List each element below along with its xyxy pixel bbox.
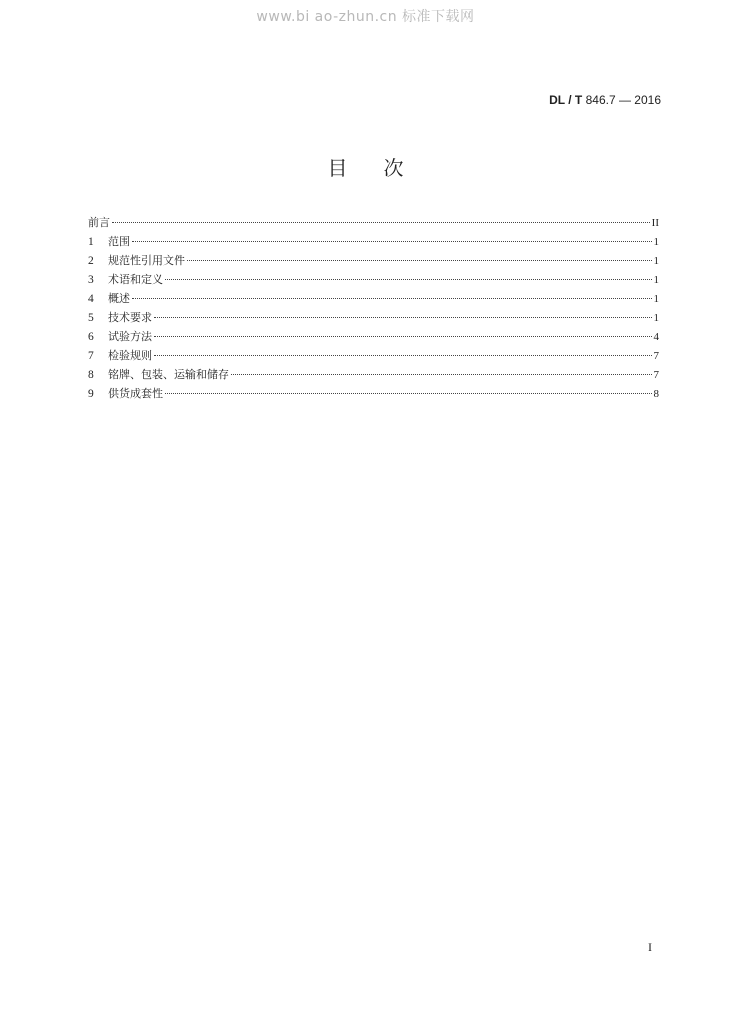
toc-entry-label: 术语和定义 [108,273,163,286]
toc-entry-page: 7 [653,350,659,362]
toc-title: 目次 [327,156,440,180]
toc-entry-scope[interactable] [88,232,659,251]
toc-entry-page: 1 [653,255,659,267]
toc-entry-overview[interactable] [88,289,659,308]
toc-entry-nameplate-packaging[interactable] [88,365,659,384]
toc-entry-normative-references[interactable] [88,251,659,270]
toc-entry-number: 2 [88,255,94,267]
toc-entry-label: 范围 [108,235,130,248]
toc-leader-dots [165,393,652,394]
toc-entry-page: II [651,217,659,229]
toc-entry-page: 1 [653,312,659,324]
toc-entry-number: 1 [88,236,94,248]
toc-entry-supply-completeness[interactable] [88,384,659,403]
document-code-prefix: DL / T [549,93,583,107]
toc-entry-number: 6 [88,331,94,343]
toc-entry-terms-definitions[interactable] [88,270,659,289]
toc-entry-page: 8 [653,388,659,400]
toc-entry-number: 8 [88,369,94,381]
toc-entry-label: 前言 [88,216,110,229]
toc-entry-inspection-rules[interactable] [88,346,659,365]
toc-leader-dots [132,298,652,299]
table-of-contents [88,213,659,403]
toc-entry-label: 概述 [108,292,130,305]
toc-entry-label: 规范性引用文件 [108,254,185,267]
toc-leader-dots [154,336,652,337]
toc-entry-page: 1 [653,293,659,305]
toc-entry-number: 3 [88,274,94,286]
toc-entry-page: 1 [653,274,659,286]
toc-entry-page: 1 [653,236,659,248]
document-code-number: 846.7 — 2016 [582,93,661,107]
toc-entry-number: 7 [88,350,94,362]
toc-leader-dots [187,260,652,261]
toc-entry-label: 检验规则 [108,349,152,362]
toc-leader-dots [231,374,652,375]
toc-leader-dots [154,317,652,318]
toc-entry-test-methods[interactable] [88,327,659,346]
toc-leader-dots [132,241,652,242]
toc-entry-number: 9 [88,388,94,400]
document-code [549,93,661,107]
toc-entry-label: 供货成套性 [108,387,163,400]
toc-leader-dots [165,279,652,280]
toc-entry-label: 技术要求 [108,311,152,324]
toc-leader-dots [154,355,652,356]
toc-entry-technical-requirements[interactable] [88,308,659,327]
toc-entry-page: 7 [653,369,659,381]
page-number: I [648,940,652,954]
toc-entry-foreword[interactable] [88,213,659,232]
toc-leader-dots [112,222,650,223]
toc-entry-label: 铭牌、包装、运输和储存 [108,368,229,381]
toc-entry-page: 4 [653,331,659,343]
toc-entry-label: 试验方法 [108,330,152,343]
watermark: www.bi ao-zhun.cn 标准下载网 [256,9,475,25]
toc-entry-number: 5 [88,312,94,324]
toc-entry-number: 4 [88,293,94,305]
